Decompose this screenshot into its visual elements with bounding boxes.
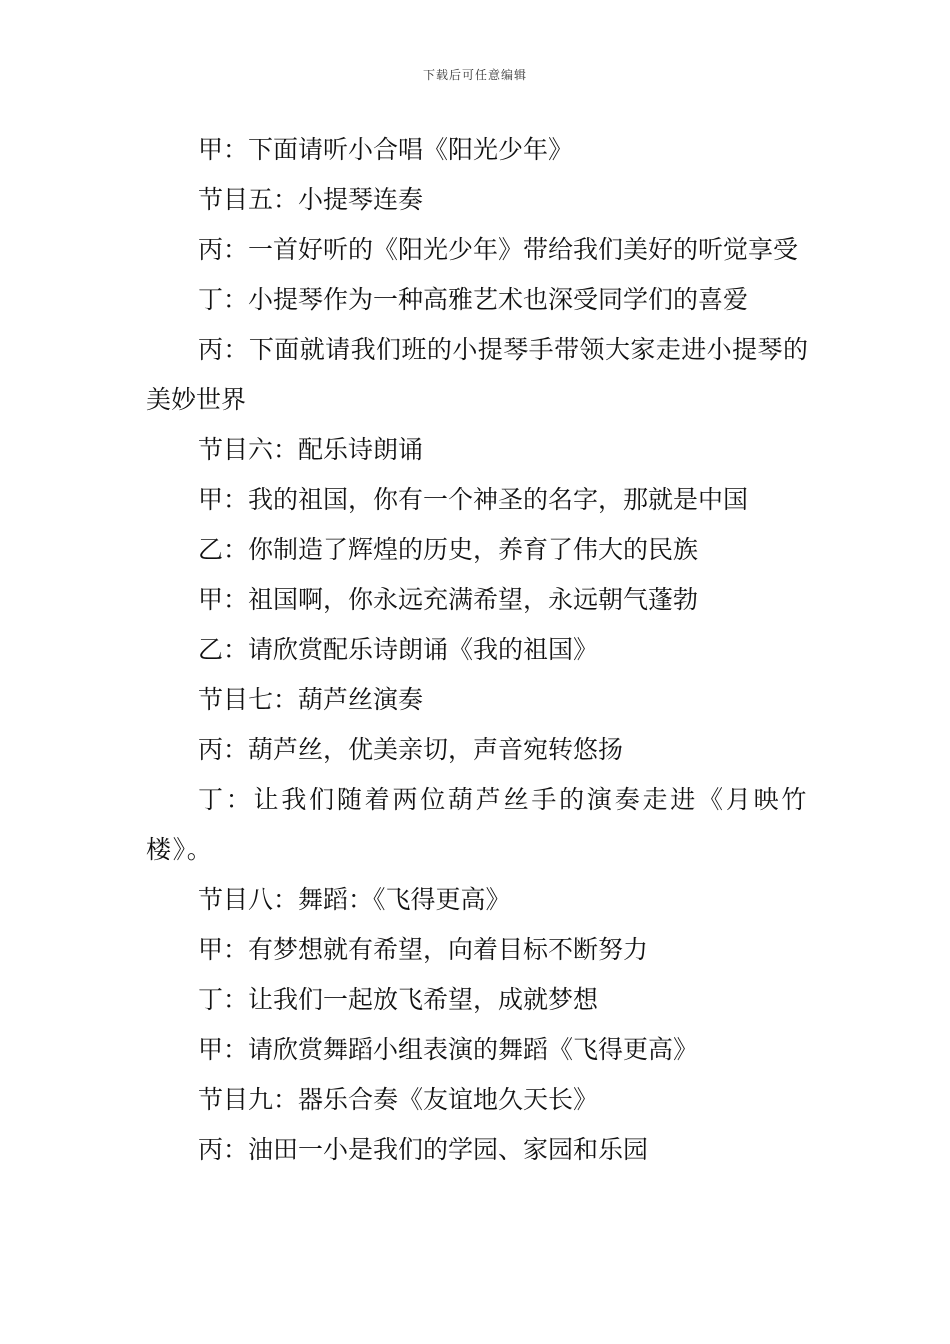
paragraph: 丙：葫芦丝，优美亲切，声音宛转悠扬: [198, 735, 624, 764]
paragraph: 丙：一首好听的《阳光少年》带给我们美好的听觉享受: [198, 235, 799, 264]
paragraph: 甲：祖国啊，你永远充满希望，永远朝气蓬勃: [198, 585, 699, 614]
paragraph: 甲：我的祖国，你有一个神圣的名字，那就是中国: [198, 485, 749, 514]
paragraph: 丁：小提琴作为一种高雅艺术也深受同学们的喜爱: [198, 285, 749, 314]
paragraph: 甲：请欣赏舞蹈小组表演的舞蹈《飞得更高》: [198, 1035, 699, 1064]
paragraph: 丁：让我们一起放飞希望，成就梦想: [198, 985, 599, 1014]
paragraph: 节目六：配乐诗朗诵: [198, 435, 424, 464]
paragraph: 丁：让我们随着两位葫芦丝手的演奏走进《月映竹楼》。: [146, 785, 808, 864]
paragraph: 节目九：器乐合奏《友谊地久天长》: [198, 1085, 599, 1114]
paragraph: 甲：有梦想就有希望，向着目标不断努力: [198, 935, 649, 964]
paragraph: 乙：你制造了辉煌的历史，养育了伟大的民族: [198, 535, 699, 564]
document-body: [146, 125, 808, 1175]
paragraph: 甲：下面请听小合唱《阳光少年》: [198, 135, 574, 164]
paragraph: 节目五：小提琴连奏: [198, 185, 424, 214]
paragraph: 节目七：葫芦丝演奏: [198, 685, 424, 714]
paragraph: 丙：下面就请我们班的小提琴手带领大家走进小提琴的美妙世界: [146, 335, 808, 414]
page-header: 下载后可任意编辑: [422, 68, 527, 82]
paragraph: 节目八：舞蹈：《飞得更高》: [198, 885, 511, 914]
paragraph: 丙：油田一小是我们的学园、家园和乐园: [198, 1135, 649, 1164]
paragraph: 乙：请欣赏配乐诗朗诵《我的祖国》: [198, 635, 599, 664]
